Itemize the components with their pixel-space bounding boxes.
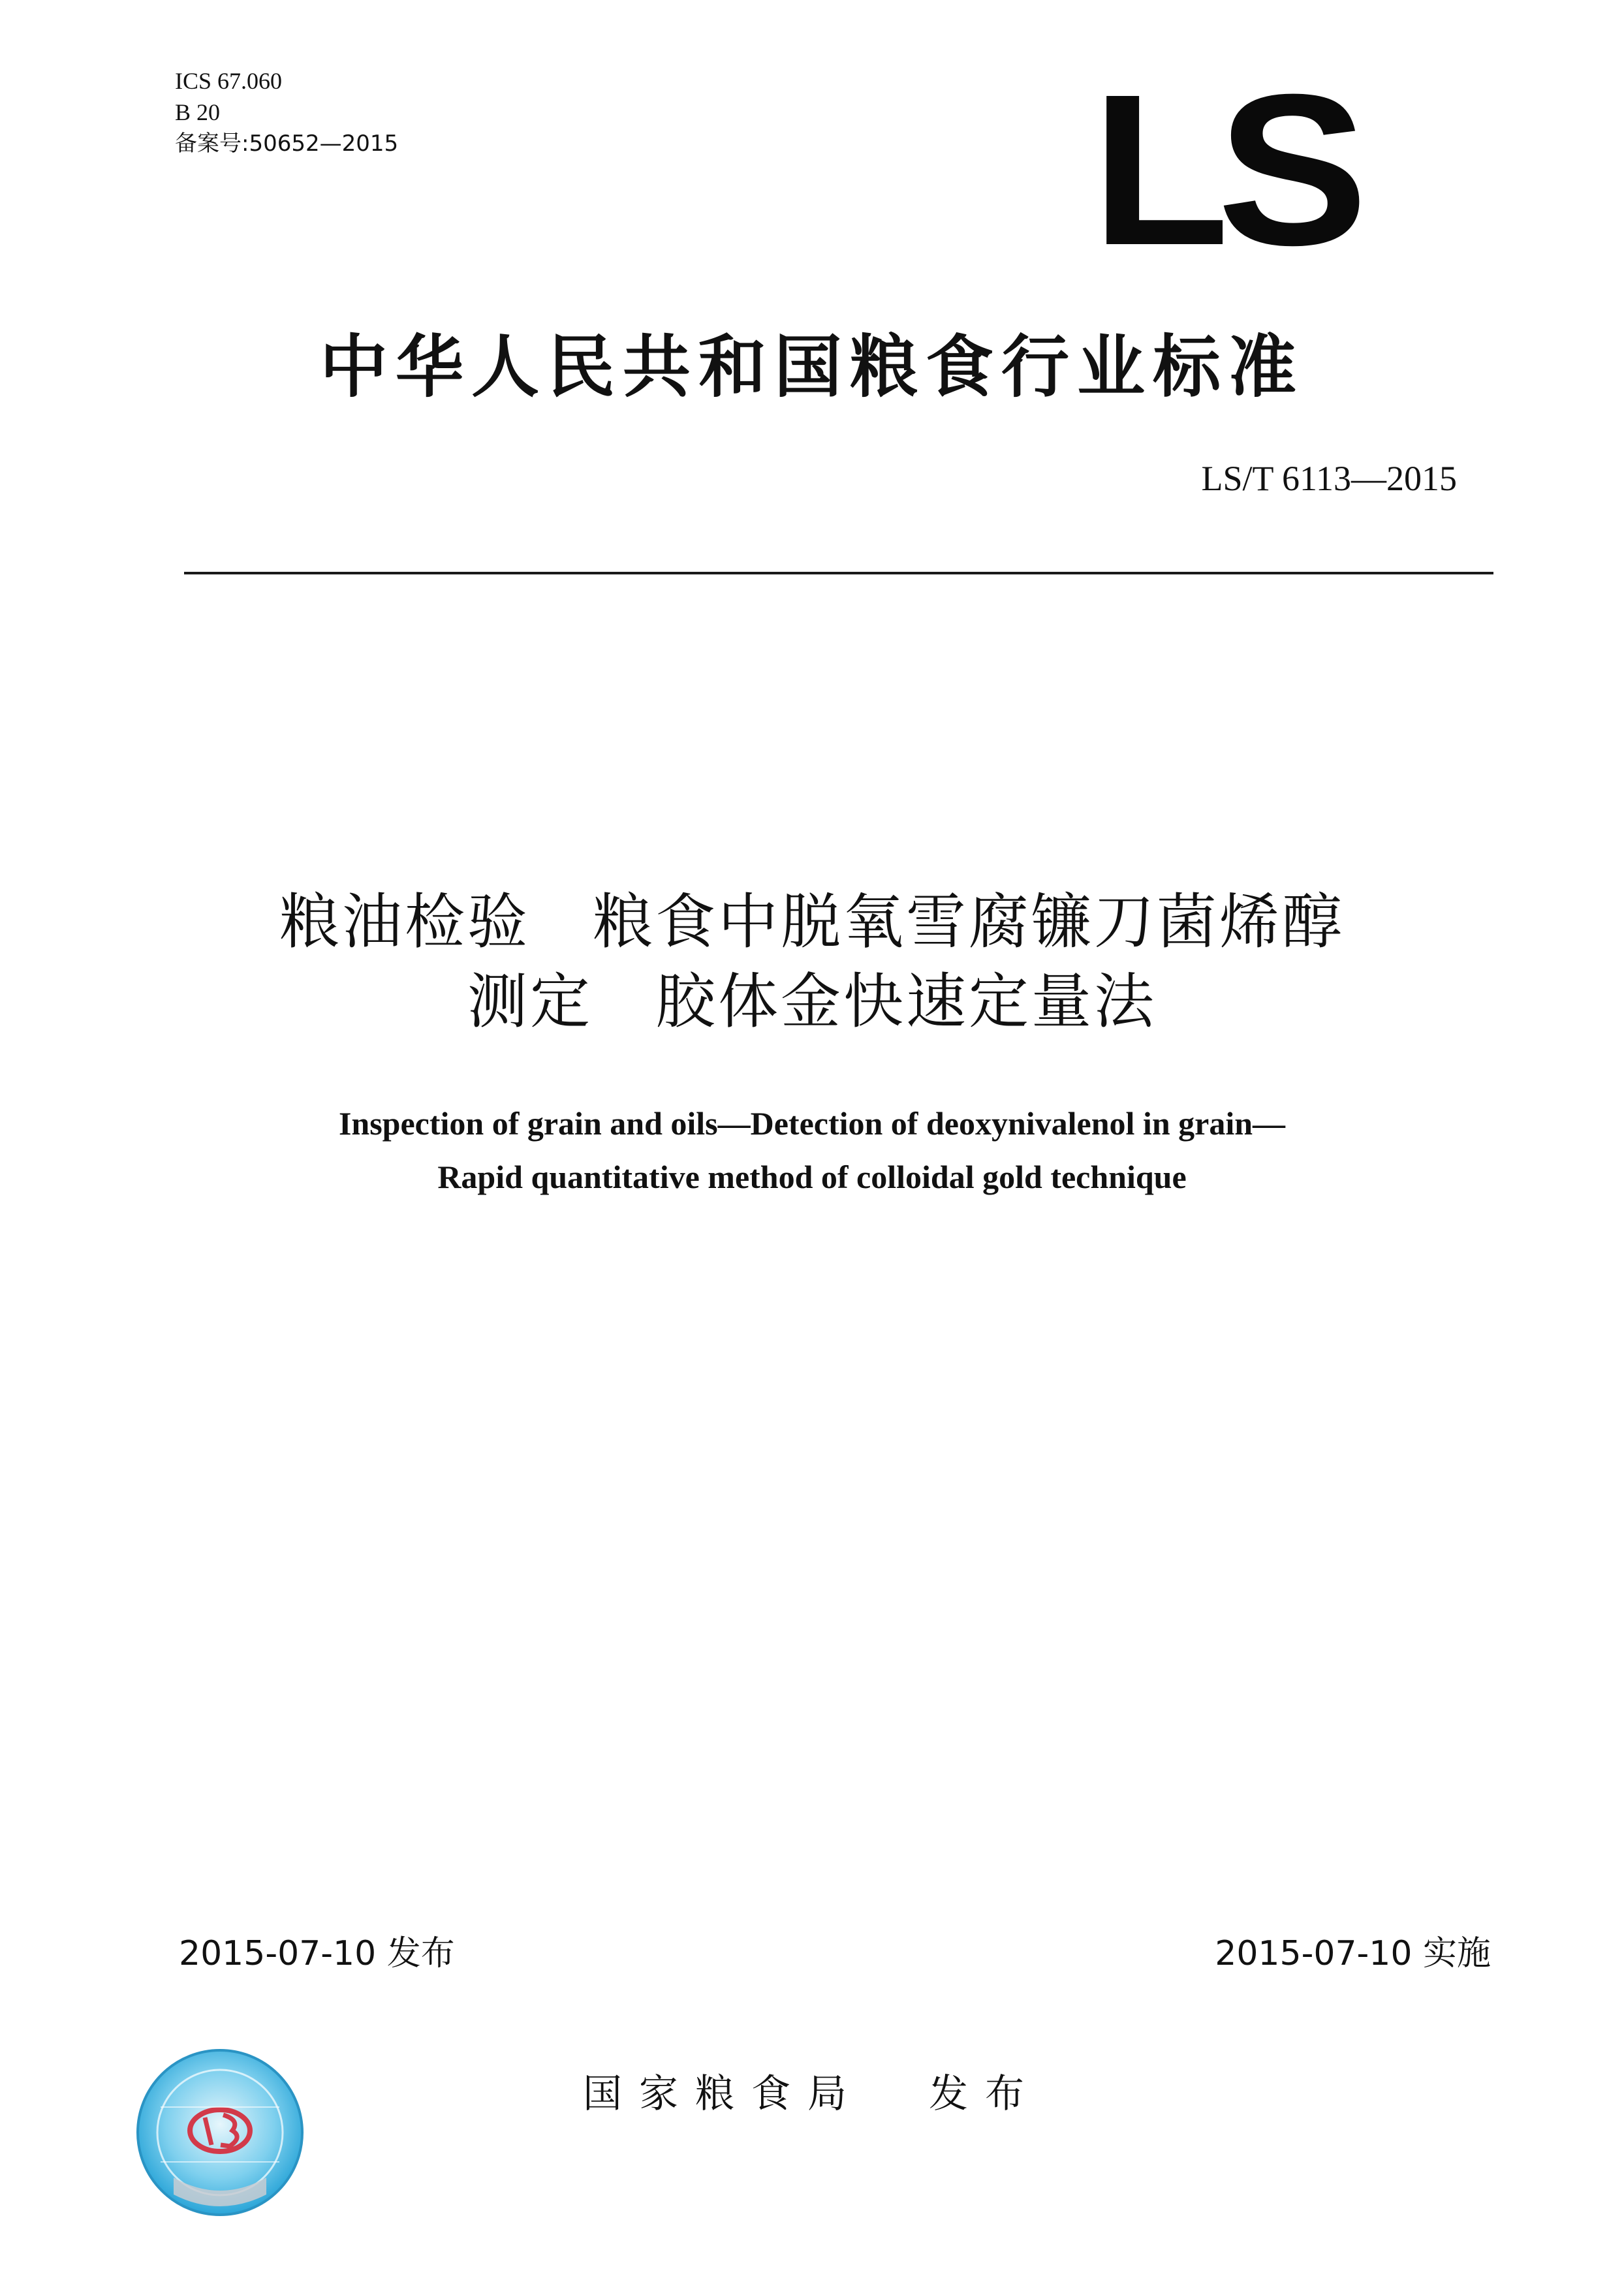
- english-title-line-2: Rapid quantitative method of colloidal gold technique: [437, 1159, 1187, 1195]
- header-divider: [184, 572, 1493, 574]
- implementation-date: 2015-07-10 实施: [1215, 1934, 1491, 1973]
- chinese-title-line-2: 测定 胶体金快速定量法: [467, 967, 1157, 1037]
- english-title: [0, 1097, 1624, 1204]
- standard-number: LS/T 6113—2015: [1201, 459, 1457, 498]
- ics-code: ICS 67.060: [175, 68, 283, 94]
- ccs-code: B 20: [175, 99, 221, 125]
- ls-logo: LS: [1091, 49, 1356, 290]
- publisher-action: 发布: [929, 2071, 1041, 2117]
- chinese-title: [0, 883, 1624, 1042]
- chinese-title-line-1: 粮油检验 粮食中脱氧雪腐镰刀菌烯醇: [279, 887, 1345, 957]
- anti-counterfeit-seal-icon: [134, 2047, 305, 2218]
- filing-number: 备案号:50652—2015: [175, 131, 399, 157]
- publisher-name: 国家粮食局: [583, 2071, 864, 2117]
- classification-block: [175, 65, 398, 159]
- issue-date: 2015-07-10 发布: [179, 1934, 455, 1973]
- english-title-line-1: Inspection of grain and oils—Detection of deoxynivalenol in grain—: [338, 1105, 1286, 1142]
- standard-category-title: 中华人民共和国粮食行业标准: [319, 327, 1304, 407]
